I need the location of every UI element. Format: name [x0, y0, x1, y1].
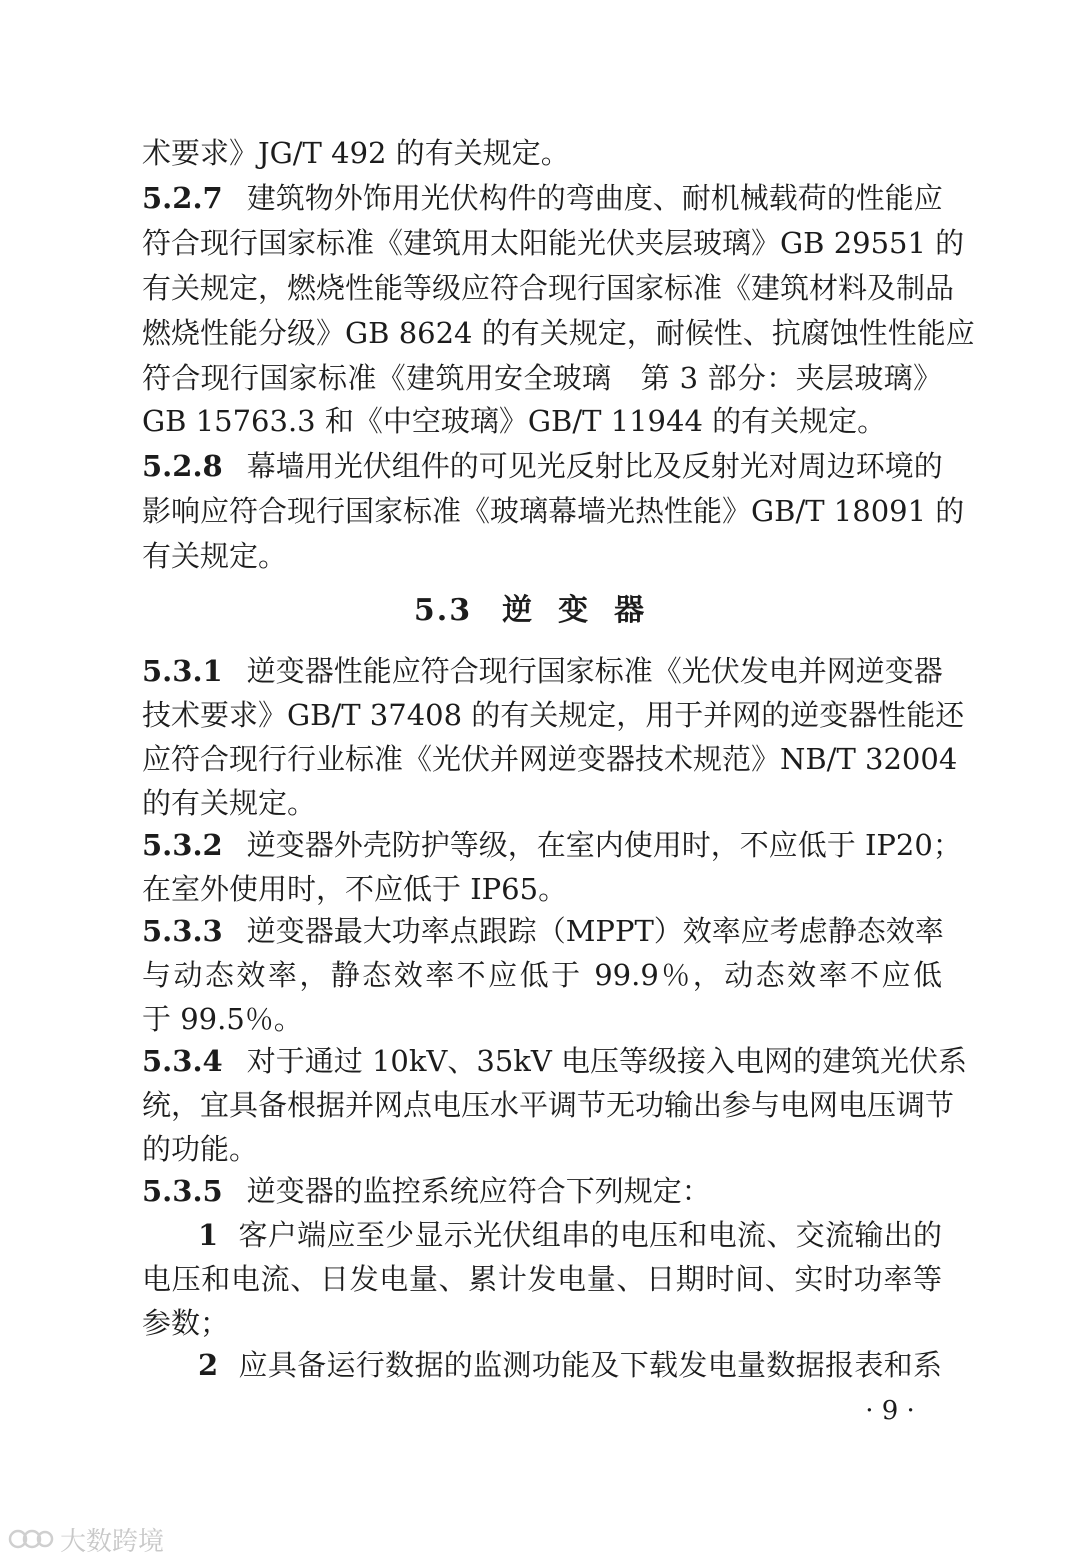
- clause-5-3-1-line-2: 技术要求》GB/T 37408 的有关规定，用于并网的逆变器性能还: [142, 698, 965, 732]
- clause-5-3-4-line-2: 统，宜具备根据并网点电压水平调节无功输出参与电网电压调节: [142, 1088, 955, 1122]
- clause-number: 5.3.1: [142, 654, 223, 688]
- clause-5-3-2-line-1: 5.3.2 逆变器外壳防护等级，在室内使用时，不应低于 IP20；: [142, 828, 962, 862]
- watermark-logo-icon: [8, 1525, 54, 1553]
- clause-5-3-4-line-3: 的功能。: [142, 1132, 259, 1166]
- clause-5-2-8-line-3: 有关规定。: [142, 539, 288, 573]
- clause-5-2-7-line-5: 符合现行国家标准《建筑用安全玻璃 第 3 部分：夹层玻璃》: [142, 361, 942, 395]
- list-item-1-line-3: 参数；: [142, 1306, 230, 1340]
- item-number: 2: [198, 1348, 219, 1382]
- clause-number: 5.3.4: [142, 1044, 223, 1078]
- clause-5-3-1-line-3: 应符合现行行业标准《光伏并网逆变器技术规范》NB/T 32004: [142, 742, 958, 776]
- clause-5-3-3-line-1: 5.3.3 逆变器最大功率点跟踪（MPPT）效率应考虑静态效率: [142, 914, 944, 948]
- clause-5-2-7-line-6: GB 15763.3 和《中空玻璃》GB/T 11944 的有关规定。: [142, 404, 887, 438]
- list-item-1-line-2: 电压和电流、日发电量、累计发电量、日期时间、实时功率等: [142, 1262, 942, 1296]
- clause-5-3-1-line-1: 5.3.1 逆变器性能应符合现行国家标准《光伏发电并网逆变器: [142, 654, 943, 688]
- clause-5-2-7-line-3: 有关规定，燃烧性能等级应符合现行国家标准《建筑材料及制品: [142, 271, 955, 305]
- clause-5-3-5-line-1: 5.3.5 逆变器的监控系统应符合下列规定：: [142, 1174, 711, 1208]
- list-item-1-line-1: 1 客户端应至少显示光伏组串的电压和电流、交流输出的: [198, 1218, 942, 1252]
- clause-5-2-7-line-2: 符合现行国家标准《建筑用太阳能光伏夹层玻璃》GB 29551 的: [142, 226, 965, 260]
- clause-5-3-4-line-1: 5.3.4 对于通过 10kV、35kV 电压等级接入电网的建筑光伏系: [142, 1044, 968, 1078]
- clause-5-3-3-line-2: 与动态效率，静态效率不应低于 99.9％，动态效率不应低: [142, 958, 942, 992]
- clause-number: 5.3.2: [142, 828, 223, 862]
- watermark: [8, 1522, 164, 1556]
- clause-5-3-2-line-2: 在室外使用时，不应低于 IP65。: [142, 872, 568, 906]
- clause-5-2-7-line-4: 燃烧性能分级》GB 8624 的有关规定，耐候性、抗腐蚀性性能应: [142, 316, 975, 350]
- clause-number: 5.2.8: [142, 449, 223, 483]
- paragraph-continuation: 术要求》JG/T 492 的有关规定。: [142, 136, 570, 170]
- item-number: 1: [198, 1218, 219, 1252]
- clause-5-3-3-line-3: 于 99.5％。: [142, 1002, 303, 1036]
- clause-5-2-7-line-1: 5.2.7 建筑物外饰用光伏构件的弯曲度、耐机械载荷的性能应: [142, 181, 943, 215]
- list-item-2-line-1: 2 应具备运行数据的监测功能及下载发电量数据报表和系: [198, 1348, 942, 1382]
- watermark-text: 大数跨境: [60, 1526, 165, 1557]
- clause-number: 5.2.7: [142, 181, 223, 215]
- clause-5-2-8-line-1: 5.2.8 幕墙用光伏组件的可见光反射比及反射光对周边环境的: [142, 449, 943, 483]
- section-title: 逆变器: [502, 593, 671, 628]
- clause-5-3-1-line-4: 的有关规定。: [142, 786, 317, 820]
- clause-number: 5.3.5: [142, 1174, 223, 1208]
- page-number: · 9 ·: [865, 1396, 915, 1426]
- section-number: 5.3: [413, 593, 473, 628]
- clause-5-2-8-line-2: 影响应符合现行国家标准《玻璃幕墙光热性能》GB/T 18091 的: [142, 494, 965, 528]
- section-heading: [142, 585, 942, 629]
- clause-number: 5.3.3: [142, 914, 223, 948]
